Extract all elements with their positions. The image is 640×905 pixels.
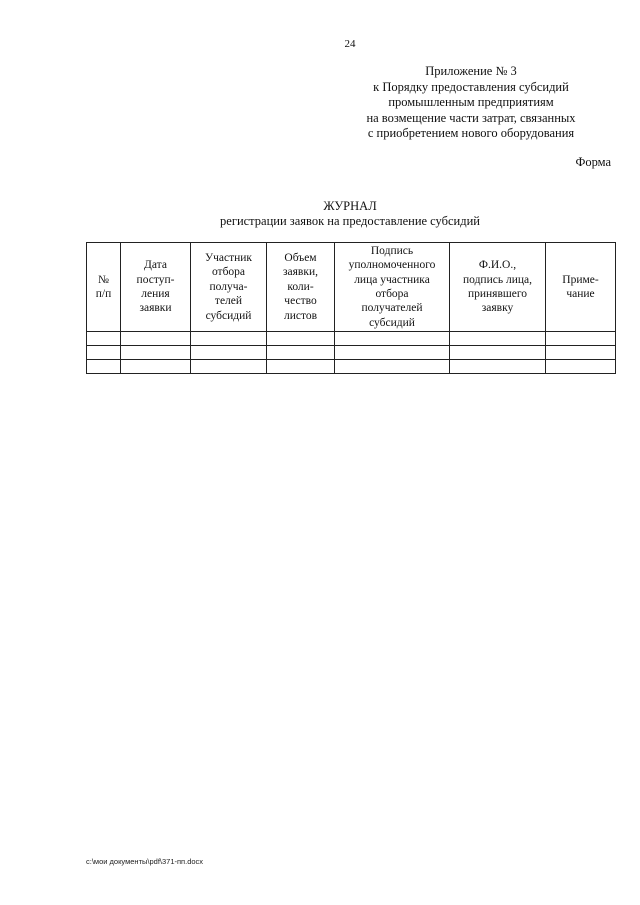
table-cell xyxy=(191,360,267,374)
table-cell xyxy=(267,360,335,374)
table-cell xyxy=(191,346,267,360)
table-row xyxy=(87,360,616,374)
table-cell xyxy=(121,332,191,346)
table-cell xyxy=(450,360,546,374)
table-cell xyxy=(87,346,121,360)
form-label: Форма xyxy=(575,155,611,169)
table-cell xyxy=(450,346,546,360)
journal-subtitle: регистрации заявок на предоставление субсидий xyxy=(220,214,480,228)
header-number: № п/п xyxy=(87,243,121,332)
appendix-line: на возмещение части затрат, связанных xyxy=(366,110,576,125)
table-cell xyxy=(546,360,616,374)
appendix-caption xyxy=(350,64,592,142)
table-row xyxy=(87,346,616,360)
table-cell xyxy=(267,346,335,360)
appendix-line: к Порядку предоставления субсидий xyxy=(373,79,569,94)
header-date: Дата поступ- ления заявки xyxy=(121,243,191,332)
header-participant: Участник отбора получа- телей субсидий xyxy=(191,243,267,332)
table-cell xyxy=(87,332,121,346)
footer-file-path: c:\мои документы\pdf\371-пп.docx xyxy=(86,857,204,866)
table-cell xyxy=(335,332,450,346)
appendix-line: промышленным предприятиям xyxy=(388,95,554,109)
table-cell xyxy=(121,360,191,374)
header-volume: Объем заявки, коли- чество листов xyxy=(267,243,335,332)
table-cell xyxy=(335,346,450,360)
registration-table xyxy=(86,242,616,374)
table-cell xyxy=(121,346,191,360)
appendix-line: с приобретением нового оборудования xyxy=(367,126,575,140)
header-note: Приме- чание xyxy=(546,243,616,332)
table-row xyxy=(87,332,616,346)
header-signature-authorized: Подпись уполномоченного лица участника отбора получателей субсидий xyxy=(335,243,450,332)
header-receiver: Ф.И.О., подпись лица, принявшего заявку xyxy=(450,243,546,332)
table-header-row xyxy=(87,243,616,332)
journal-title: ЖУРНАЛ xyxy=(323,199,377,213)
journal-heading xyxy=(0,199,640,229)
table-cell xyxy=(191,332,267,346)
table-cell xyxy=(546,332,616,346)
table-cell xyxy=(87,360,121,374)
appendix-line: Приложение № 3 xyxy=(425,64,517,78)
table-cell xyxy=(267,332,335,346)
table-cell xyxy=(450,332,546,346)
page-number: 24 xyxy=(344,38,356,50)
table-cell xyxy=(546,346,616,360)
table-cell xyxy=(335,360,450,374)
